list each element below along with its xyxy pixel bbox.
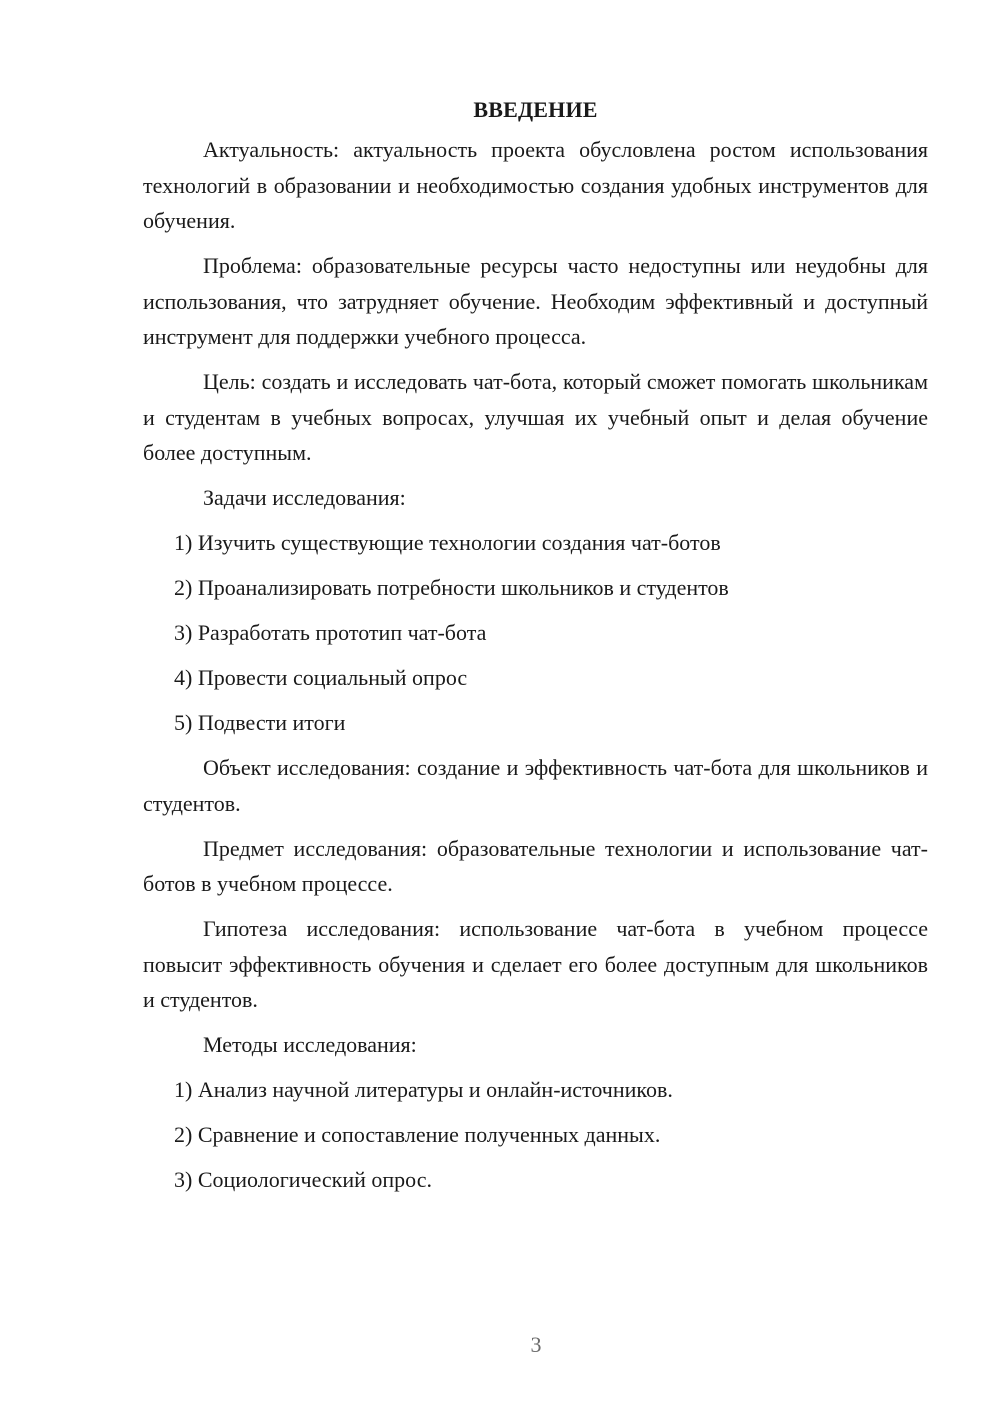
tasks-heading: Задачи исследования: bbox=[203, 485, 406, 510]
page-title: ВВЕДЕНИЕ bbox=[473, 97, 598, 122]
object-paragraph: Объект исследования: создание и эффективность чат-бота для школьников и студентов. bbox=[143, 755, 928, 816]
hypothesis-paragraph: Гипотеза исследования: использование чат-бота в учебном процессе повысит эффективность обучения и сделает его более доступным для школьников и студентов. bbox=[143, 916, 928, 1012]
page-number: 3 bbox=[530, 1332, 542, 1357]
problem-paragraph: Проблема: образовательные ресурсы часто недоступны или неудобны для использования, что затрудняет обучение. Необходим эффективный и доступный инструмент для поддержки учебного процесса. bbox=[143, 253, 928, 349]
methods-list bbox=[143, 1072, 928, 1198]
list-item: 3) Разработать прототип чат-бота bbox=[174, 620, 487, 645]
list-item: 2) Проанализировать потребности школьников и студентов bbox=[174, 575, 729, 600]
methods-heading: Методы исследования: bbox=[203, 1032, 417, 1057]
document-page bbox=[143, 92, 928, 1207]
list-item: 1) Анализ научной литературы и онлайн-источников. bbox=[174, 1077, 673, 1102]
list-item: 3) Социологический опрос. bbox=[174, 1167, 432, 1192]
list-item: 1) Изучить существующие технологии создания чат-ботов bbox=[174, 530, 721, 555]
tasks-list bbox=[143, 525, 928, 741]
list-item: 5) Подвести итоги bbox=[174, 710, 346, 735]
subject-paragraph: Предмет исследования: образовательные технологии и использование чат-ботов в учебном процессе. bbox=[143, 835, 928, 896]
relevance-paragraph: Актуальность: актуальность проекта обусловлена ростом использования технологий в образовании и необходимостью создания удобных инструментов для обучения. bbox=[143, 137, 928, 233]
list-item: 4) Провести социальный опрос bbox=[174, 665, 468, 690]
goal-paragraph: Цель: создать и исследовать чат-бота, который сможет помогать школьникам и студентам в учебных вопросах, улучшая их учебный опыт и делая обучение более доступным. bbox=[143, 369, 928, 465]
list-item: 2) Сравнение и сопоставление полученных данных. bbox=[174, 1122, 661, 1147]
